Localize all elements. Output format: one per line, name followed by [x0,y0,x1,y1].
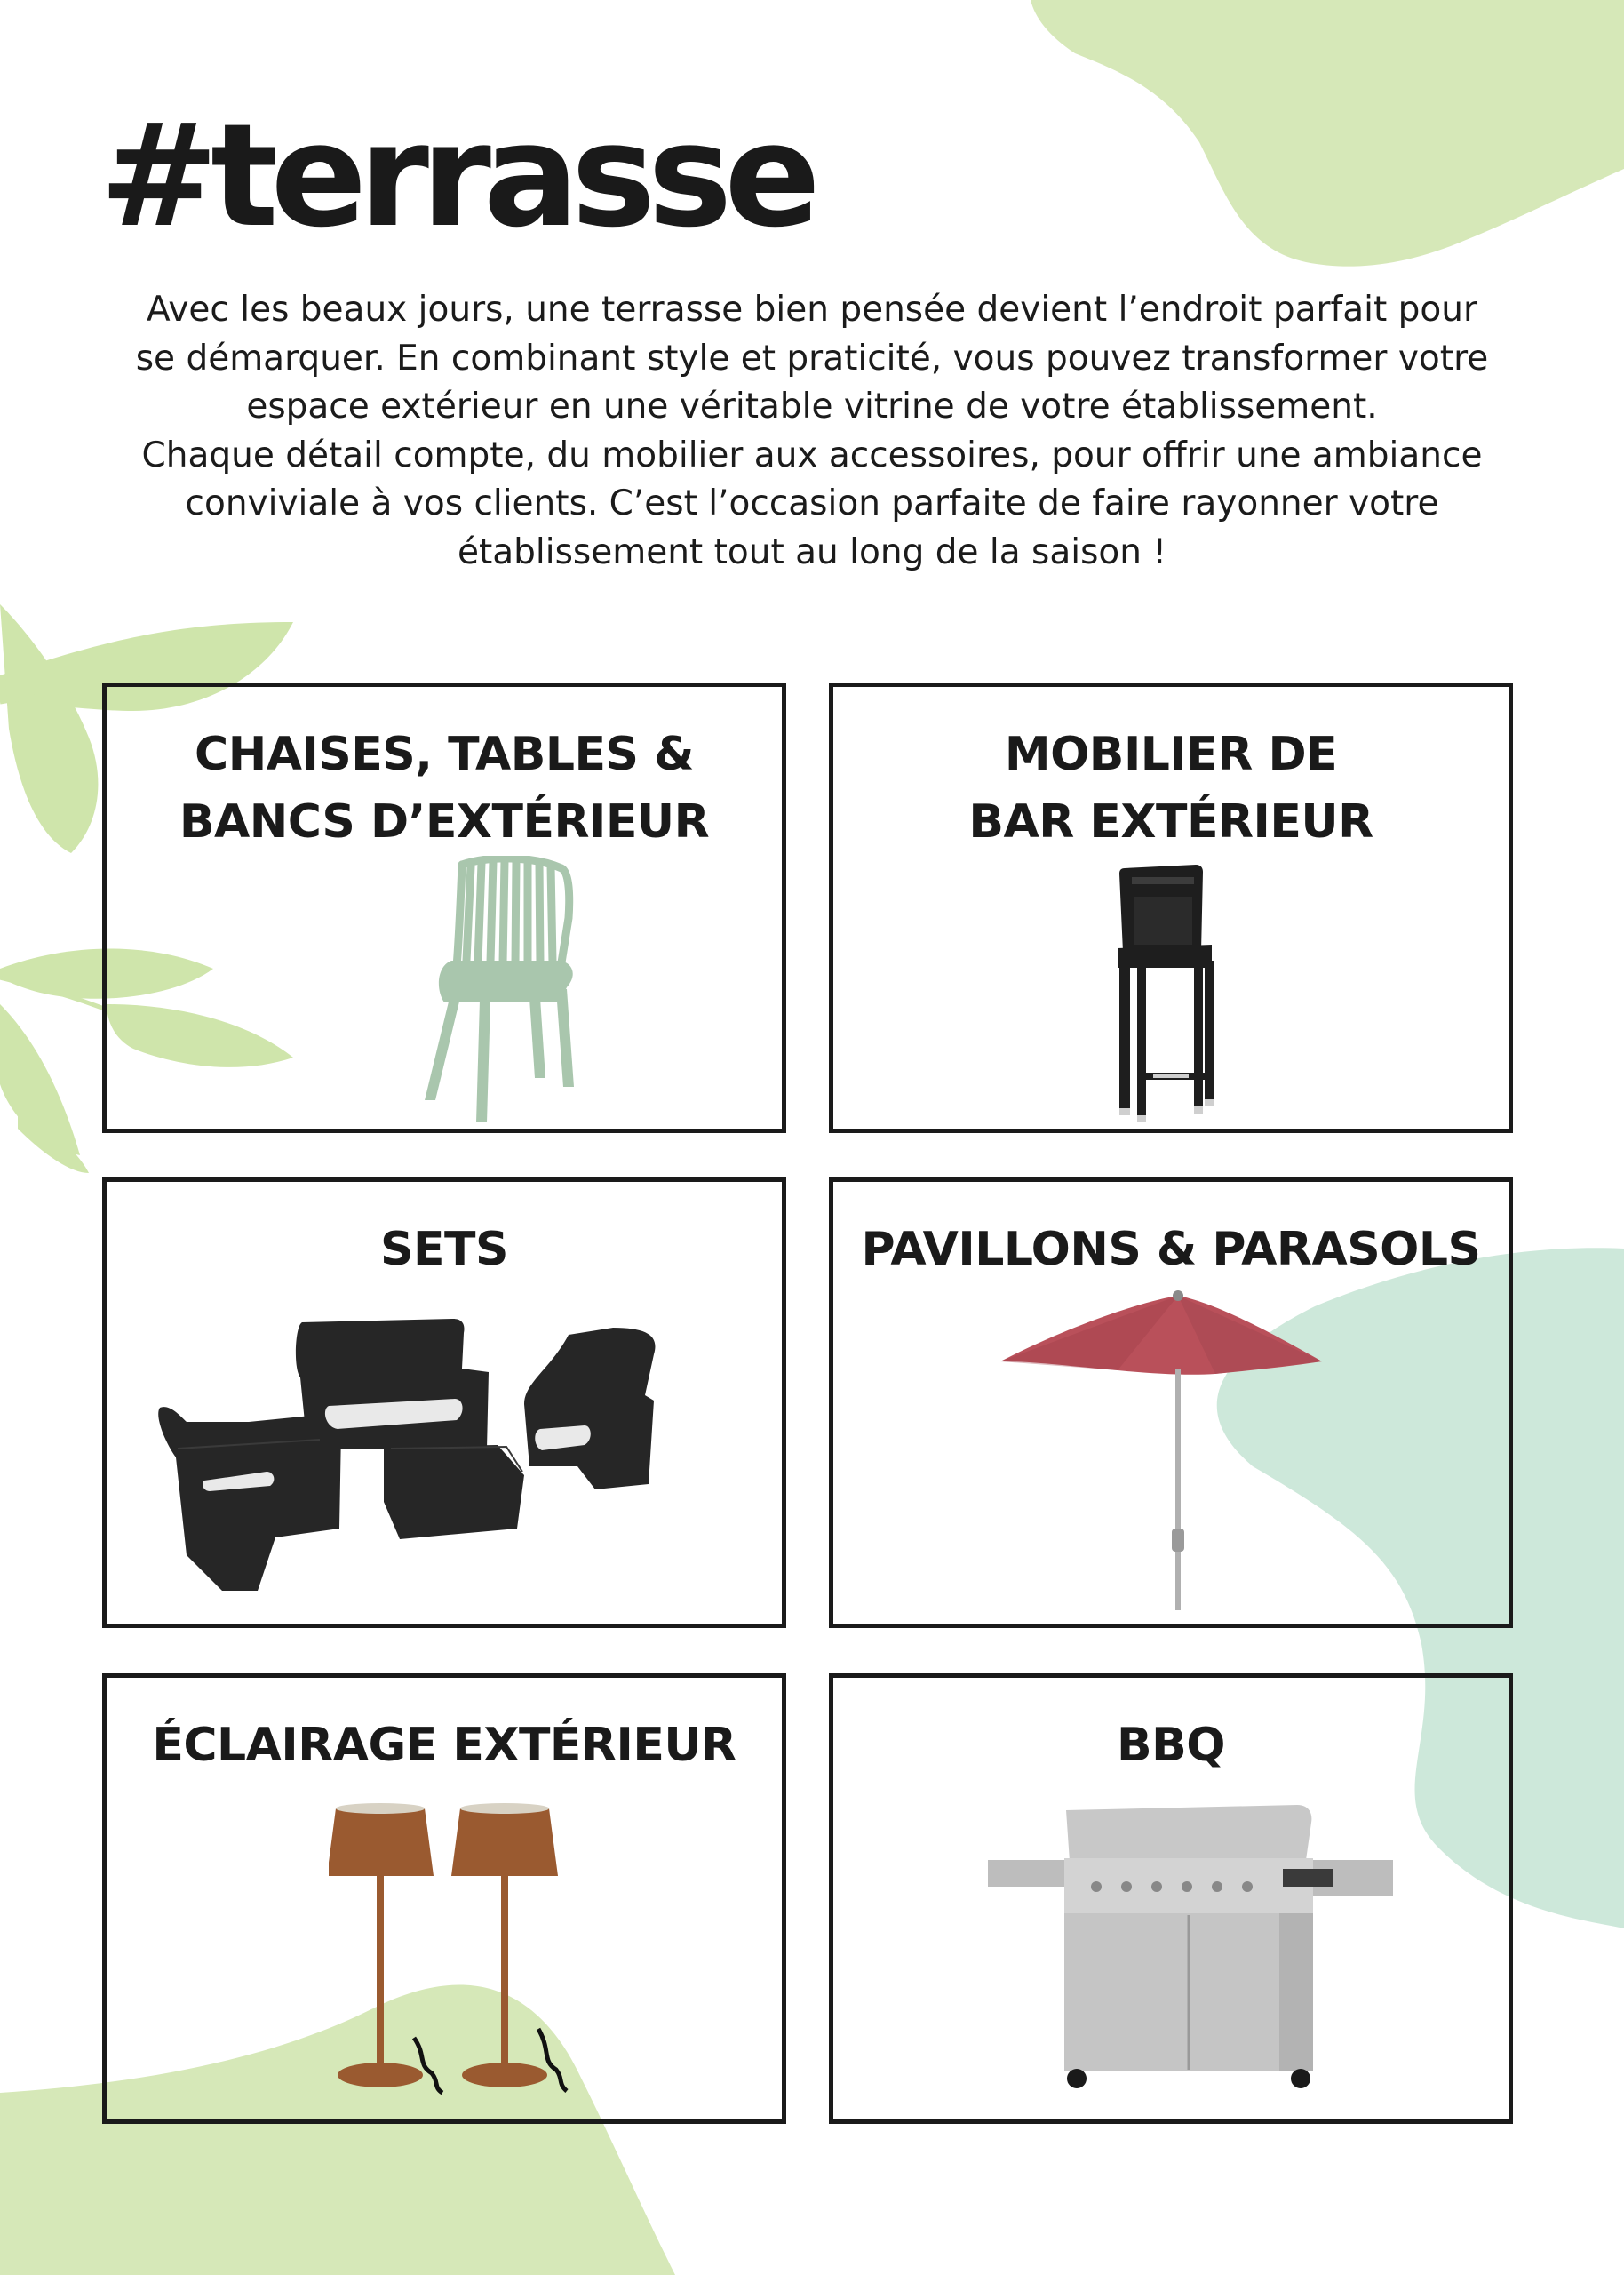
page-title: #terrasse [100,92,813,259]
card-title [833,721,1509,856]
card-title [107,1216,782,1283]
card-title [107,1712,782,1779]
intro-line: conviviale à vos clients. C’est l’occasion parfaite de faire rayonner votre [185,483,1439,523]
bbq-grill-icon [984,1798,1393,2109]
green-chair-icon [329,856,684,1122]
card-title-line: CHAISES, TABLES & [195,728,694,781]
card-title-line: MOBILIER DE [1004,728,1338,781]
intro-line: Avec les beaux jours, une terrasse bien pensée devient l’endroit parfait pour [146,290,1478,330]
intro-line: se démarquer. En combinant style et praticité, vous pouvez transformer votre [135,338,1489,379]
card-title-line: BBQ [1117,1719,1225,1772]
bar-stool-icon [1038,863,1304,1130]
category-card-mobilier-bar[interactable] [829,682,1513,1133]
card-title [833,1712,1509,1779]
lounge-set-icon [151,1315,755,1617]
top-right-green-blob [1031,0,1624,267]
intro-line: établissement tout au long de la saison ! [457,531,1167,572]
card-title-line: BANCS D’EXTÉRIEUR [179,795,710,849]
category-card-bbq[interactable] [829,1673,1513,2124]
category-card-sets[interactable] [102,1177,786,1628]
card-title [833,1216,1509,1283]
card-title-line: ÉCLAIRAGE EXTÉRIEUR [152,1719,736,1772]
intro-paragraph [85,286,1539,577]
intro-line: espace extérieur en une véritable vitrine de votre établissement. [246,387,1378,427]
card-title-line: SETS [380,1223,508,1276]
category-card-chaises-tables-bancs[interactable] [102,682,786,1133]
card-title-line: BAR EXTÉRIEUR [968,795,1373,849]
intro-line: Chaque détail compte, du mobilier aux accessoires, pour offrir une ambiance [141,435,1483,475]
card-title-line: PAVILLONS & PARASOLS [861,1223,1481,1276]
card-title [107,721,782,856]
category-card-pavillons-parasols[interactable] [829,1177,1513,1628]
floor-lamps-icon [329,1798,613,2100]
category-card-eclairage[interactable] [102,1673,786,2124]
parasol-icon [993,1289,1366,1617]
